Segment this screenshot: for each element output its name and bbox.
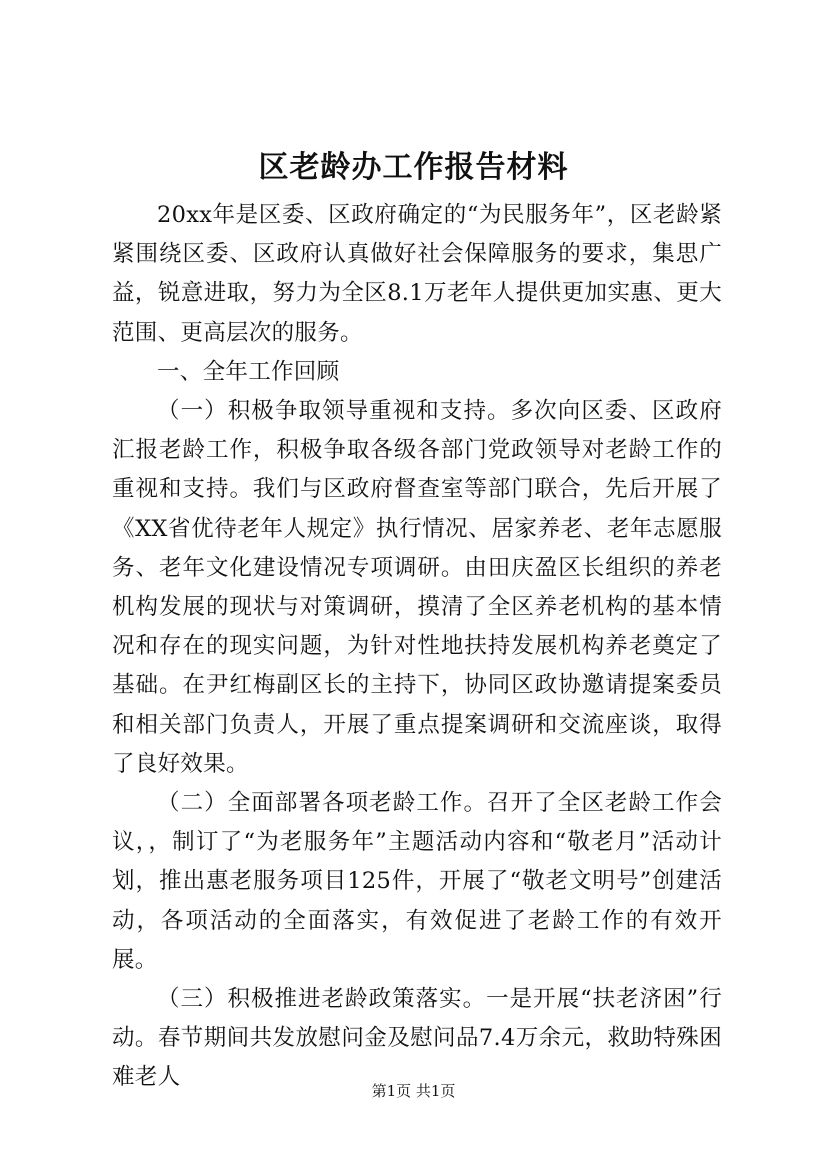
paragraph-leadership-support: （一）积极争取领导重视和支持。多次向区委、区政府汇报老龄工作，积极争取各级各部门党政领导对老龄工作的重视和支持。我们与区政府督查室等部门联合，先后开展了《XX省优待老年人规定》执行情况、居家养老、老年志愿服务、老年文化建设情况专项调研。由田庆盈区长组织的养老机构发展的现状与对策调研，摸清了全区养老机构的基本情况和存在的现实问题，为针对性地扶持发展机构养老奠定了基础。在尹红梅副区长的主持下，协同区政协邀请提案委员和相关部门负责人，开展了重点提案调研和交流座谈，取得了良好效果。 — [112, 398, 722, 777]
paragraph-policy-implementation: （三）积极推进老龄政策落实。一是开展“扶老济困”行动。春节期间共发放慰问金及慰问品7.4万余元，救助特殊困难老人 — [112, 986, 722, 1091]
intro-paragraph: 20xx年是区委、区政府确定的“为民服务年”，区老龄紧紧围绕区委、区政府认真做好社会保障服务的要求，集思广益，锐意进取，努力为全区8.1万老年人提供更加实惠、更大范围、更高层次的服务。 — [112, 202, 722, 346]
paragraph-work-deployment: （二）全面部署各项老龄工作。召开了全区老龄工作会议，，制订了“为老服务年”主题活动内容和“敬老月”活动计划，推出惠老服务项目125件，开展了“敬老文明号”创建活动，各项活动的全面落实，有效促进了老龄工作的有效开展。 — [112, 790, 722, 973]
document-body — [112, 196, 722, 1098]
document-title: 区老龄办工作报告材料 — [258, 150, 569, 185]
section-heading: 一、全年工作回顾 — [157, 358, 340, 385]
page-footer: 第1页 共1页 — [371, 1082, 456, 1100]
